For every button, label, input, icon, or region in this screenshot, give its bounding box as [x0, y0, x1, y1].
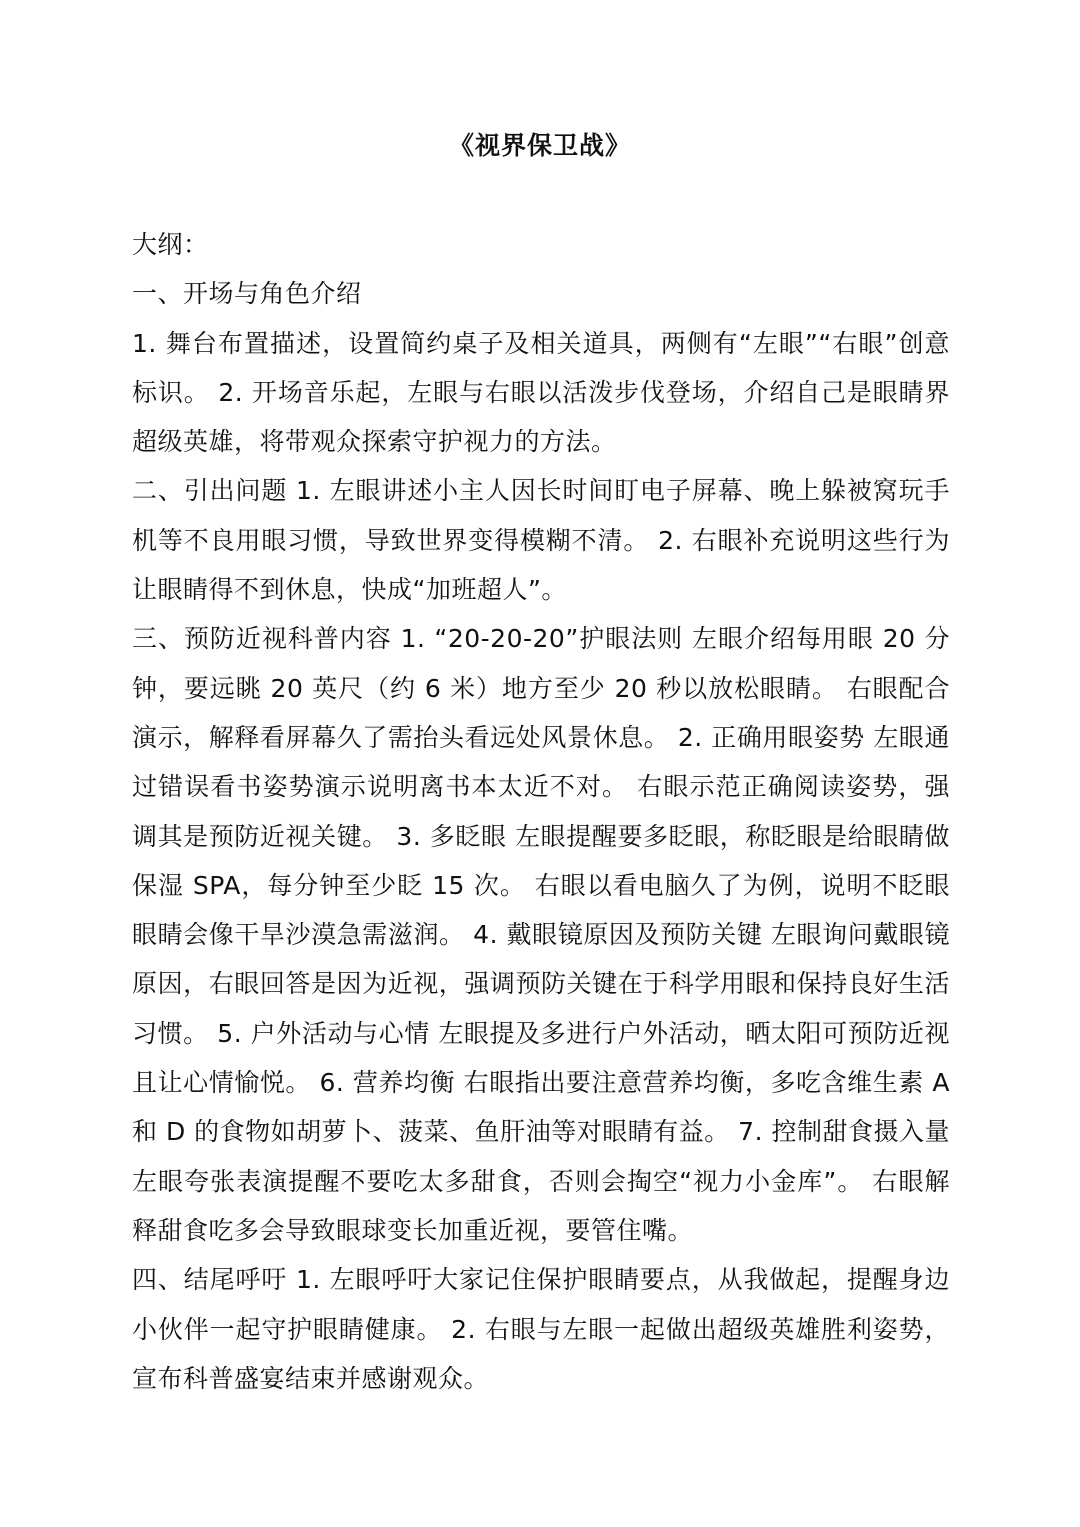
section-opening-content: 1. 舞台布置描述，设置简约桌子及相关道具，两侧有“左眼”“右眼”创意标识。 2. 开场音乐起，左眼与右眼以活泼步伐登场，介绍自己是眼睛界超级英雄，将带观众探索守护视力的方法。 — [132, 328, 950, 457]
section-heading-opening: 一、开场与角色介绍 — [132, 279, 362, 309]
outline-label: 大纲： — [132, 230, 209, 259]
section-prevention: 三、预防近视科普内容 1. “20-20-20”护眼法则 左眼介绍每用眼 20 分钟，要远眺 20 英尺（约 6 米）地方至少 20 秒以放松眼睛。 右眼配合演示，解释看屏幕久了需抬头看远处风景休息。 2. 正确用眼姿势 左眼通过错误看书姿势演示说明离书本太近不对。 右眼示范正确阅读姿势，强调其是预防近视关键。 3. 多眨眼 左眼提醒要多眨眼，称眨眼是给眼睛做保湿 SPA，每分钟至少眨 15 次。 右眼以看电脑久了为例，说明不眨眼眼睛会像干旱沙漠急需滋润。 4. 戴眼镜原因及预防关键 左眼询问戴眼镜原因，右眼回答是因为近视，强调预防关键在于科学用眼和保持良好生活习惯。 5. 户外活动与心情 左眼提及多进行户外活动，晒太阳可预防近视且让心情愉悦。 6. 营养均衡 右眼指出要注意营养均衡，多吃含维生素 A 和 D 的食物如胡萝卜、菠菜、鱼肝油等对眼睛有益。 7. 控制甜食摄入量 左眼夸张表演提醒不要吃太多甜食，否则会掏空“视力小金库”。 右眼解释甜食吃多会导致眼球变长加重近视，要管住嘴。 — [132, 624, 950, 1245]
document-body — [132, 220, 950, 1403]
section-problem: 二、引出问题 1. 左眼讲述小主人因长时间盯电子屏幕、晚上躲被窝玩手机等不良用眼习惯，导致世界变得模糊不清。 2. 右眼补充说明这些行为让眼睛得不到休息，快成“加班超人”。 — [132, 476, 950, 605]
section-closing: 四、结尾呼吁 1. 左眼呼吁大家记住保护眼睛要点，从我做起，提醒身边小伙伴一起守护眼睛健康。 2. 右眼与左眼一起做出超级英雄胜利姿势，宣布科普盛宴结束并感谢观众。 — [132, 1265, 950, 1393]
document-title: 《视界保卫战》 — [448, 131, 631, 160]
